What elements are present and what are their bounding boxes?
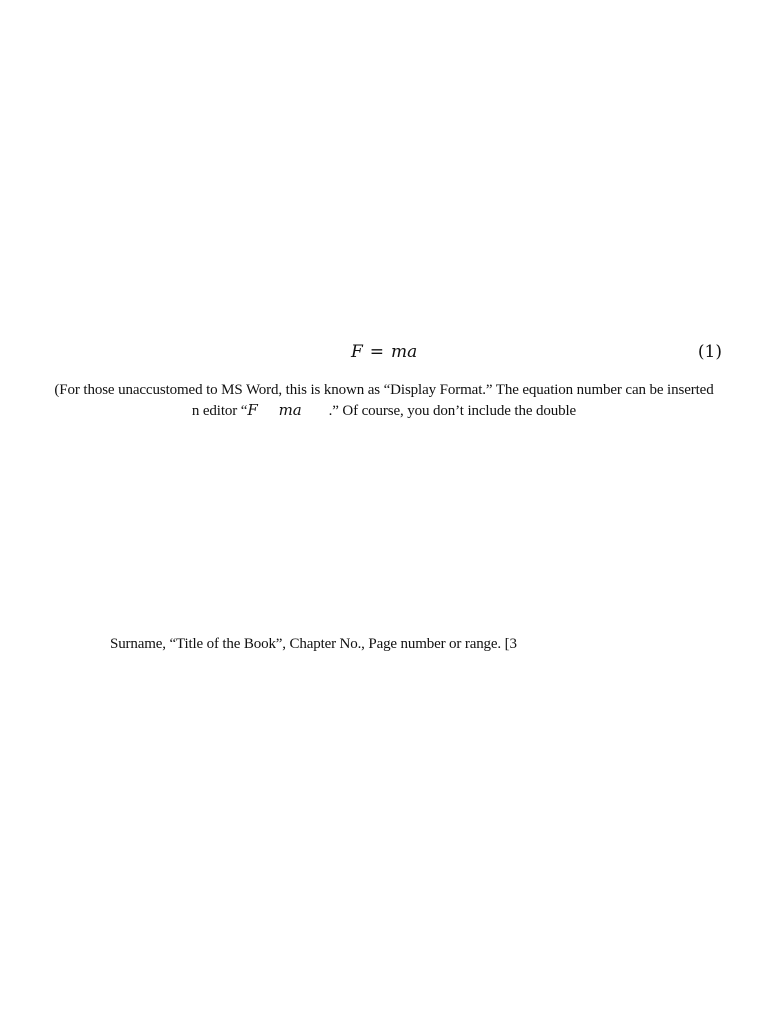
- equation-right-expression: ma: [391, 342, 418, 362]
- note-line-2-suffix: .” Of course, you don’t include the double: [328, 403, 577, 419]
- display-format-note-line-1: (For those unaccustomed to MS Word, this is known as “Display Format.” The equation number can be inserted: [54, 382, 714, 398]
- inline-math-variable-f: F: [247, 401, 258, 419]
- display-equation: [351, 339, 417, 365]
- equation-operator: =: [369, 342, 385, 362]
- display-format-note-line-2: [0, 400, 768, 421]
- equation-left-variable: F: [351, 342, 363, 362]
- inline-math-ma: ma: [278, 401, 302, 419]
- book-reference: Surname, “Title of the Book”, Chapter No., Page number or range. [3: [110, 636, 517, 652]
- note-line-2-prefix: n editor “: [191, 403, 248, 419]
- display-equation-row: [0, 339, 768, 365]
- equation-number: (1): [697, 342, 722, 362]
